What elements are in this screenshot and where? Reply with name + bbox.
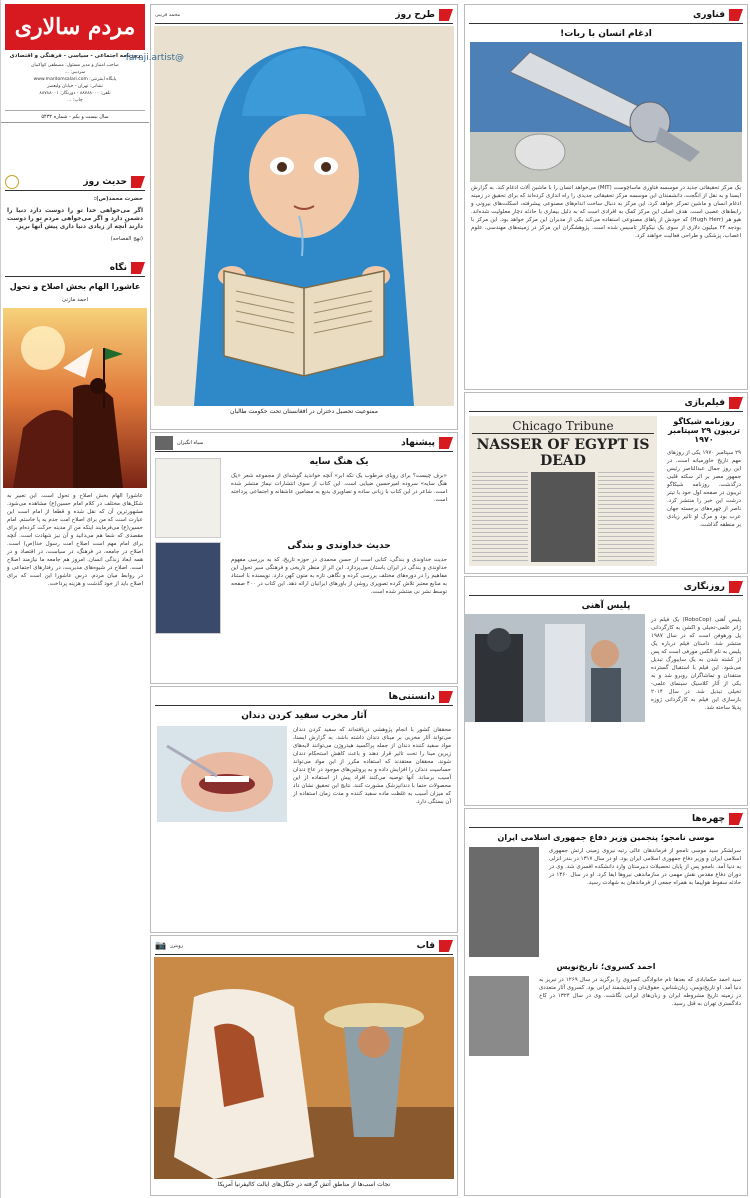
negah-section	[1, 258, 149, 590]
pishnahad-author: سیاه انگیزان	[177, 440, 204, 446]
masthead-info-line: چاپ: ...	[67, 98, 83, 103]
tribune-headline: NASSER OF EGYPT IS DEAD	[476, 437, 650, 469]
section-marker-icon	[439, 940, 453, 952]
book1-title: یک هنگ سایه	[309, 457, 369, 467]
fanavari-title: ادغام انسان با ربات!	[560, 29, 652, 39]
section-marker-icon	[729, 9, 743, 21]
qab-credit: رویترز	[170, 943, 184, 949]
horse-rescue-photo	[154, 957, 454, 1179]
fanavari-section-title: فناوری	[693, 10, 725, 20]
hadith-section	[1, 172, 149, 245]
tarhruz-caption: ممنوعیت تحصیل دختران در افغانستان تحت حکومت طالبان	[230, 408, 378, 415]
namjoo-portrait	[469, 847, 539, 957]
pishnahad-header	[155, 435, 453, 452]
section-marker-icon	[131, 262, 145, 274]
danestani-section	[150, 686, 458, 933]
section-marker-icon	[439, 691, 453, 703]
hadith-text: اگر می‌خواهی خدا تو را دوست دارد دنیا را دشمن دارد و اگر می‌خواهی مردم تو را دوست دارند آنچه از زیادی دنیا داری پیش آنها بریز.	[7, 207, 143, 230]
masthead-info-line: پایگاه اینترنتی: www.mardomsalari.com	[33, 77, 117, 82]
section-marker-icon	[729, 813, 743, 825]
section-marker-icon	[729, 581, 743, 593]
danestani-title: آثار مخرب سفید کردن دندان	[241, 711, 367, 721]
filmbazi-section	[464, 392, 748, 574]
masthead-brand: مردم سالاری	[14, 14, 136, 40]
hadith-section-title: حدیث روز	[83, 177, 127, 187]
masthead-info-line: نشانی: تهران - خیابان ولیعصر	[47, 84, 103, 89]
book2-body: حدیث خداوندی و بندگی، کتابی است از حسن محمدی در حوزه تاریخ، که به بررسی مفهوم خداوندی و بندگی در ایران باستان می‌پردازد. این اثر از منظر تاریخی و فرهنگی سیر تحول این مفاهیم را در دوره‌های مختلف بررسی کرده و نگاهی تازه به متون کهن دارد. نویسنده با استناد به منابع معتبر تلاش کرده تصویری روشن از باورهای ایرانیان ارائه دهد. این کتاب در ۴۰۰ صفحه توسط نشر نی منتشر شده است.	[231, 557, 448, 595]
qab-caption: نجات اسب‌ها از مناطق آتش گرفته در جنگل‌های ایالت کالیفرنیا آمریکا	[217, 1181, 391, 1188]
negah-body: عاشورا الهام بخش اصلاح و تحول است. این تعبیر به شکل‌های مختلف در کلام امام حسین(ع) مشاهده می‌شود. مشهورترین آن که نقل شده و قطعا از امام است این عبارت است که من برای اصلاح امت جدم به پا خاستم. امام حسین(ع) می‌فرمایند اینکه من از مدینه حرکت کرده‌ام برای مقصدی که شما هم می‌دانید و آن نیز شهادت است. آنچه برای امام مهم است اصلاح امت رسول خدا(ص) است. اصلاح در جامعه، در فرهنگ، در سیاست، در اقتصاد و در همه ابعاد زندگی انسان. امروز هم جامعه ما نیازمند اصلاح است. اصلاح در شیوه‌های مدیریت، در رفتارهای اجتماعی و در روابط میان مردم. درس عاشورا این است که برای اصلاح باید از خود گذشت و هزینه پرداخت.	[7, 493, 143, 587]
tribune-masthead: Chicago Tribune	[472, 419, 654, 434]
hadith-speaker: حضرت محمد(ص):	[93, 196, 143, 202]
tarhruz-section-title: طرح روز	[395, 10, 435, 20]
chehreha-body2: سید احمد حکمابادی که بعدها نام خانوادگی کسروی را برگزید در سال ۱۲۶۹ در تبریز به دنیا آمد. او تاریخ‌نویس، زبان‌شناس، حقوق‌دان و اندیشمند ایرانی بود. کسروی آثار متعددی در زمینه تاریخ مشروطه ایران و زبان‌های ایرانی نگاشت. وی در سال ۱۳۲۴ در کاخ دادگستری تهران به قتل رسید.	[539, 977, 741, 1007]
pishnahad-section	[150, 432, 458, 684]
section-marker-icon	[131, 176, 145, 188]
chehreha-title1: موسی نامجو؛ پنجمین وزیر دفاع جمهوری اسلامی ایران	[497, 833, 715, 842]
author-avatar	[155, 436, 173, 450]
watermark-text: @faraji.artist	[125, 53, 184, 63]
masthead-info-line: سردبیر: ...	[64, 70, 86, 75]
qab-section-title: قاب	[416, 941, 435, 951]
hadith-source: (نهج الفصاحه)	[110, 236, 143, 242]
fanavari-section	[464, 4, 748, 390]
robot-hand-photo	[470, 42, 742, 182]
danestani-header	[155, 689, 453, 706]
tarhruz-header	[155, 7, 453, 24]
tribune-clipping	[469, 416, 657, 566]
hadith-emblem-icon	[5, 175, 19, 189]
filmbazi-title: روزنامه شیکاگو تریبون ۲۹ سپتامبر ۱۹۷۰	[667, 417, 741, 444]
masthead-info	[5, 62, 145, 104]
nasser-photo	[531, 472, 595, 562]
masthead-info-line: تلفن: ۸۸۷۸۸۰۰۰ - دورنگار: ۸۸۷۸۸۰۰۱	[39, 91, 111, 96]
section-marker-icon	[439, 9, 453, 21]
roozmarregi-header	[469, 579, 743, 596]
filmbazi-body: ۲۹ سپتامبر ۱۹۷۰ یکی از روزهای مهم تاریخ خاورمیانه است. در این روز جمال عبدالناصر رئیس جمهور مصر بر اثر سکته قلبی درگذشت. روزنامه شیکاگو تریبون در صفحه اول خود با تیتر درشت این خبر را منتشر کرد. ناصر از چهره‌های برجسته جهان عرب بود و مرگ او تاثیر زیادی بر منطقه گذاشت.	[667, 450, 741, 528]
roozmarregi-body: پلیس آهنی (RoboCop) یک فیلم در ژانر علمی-تخیلی و اکشن به کارگردانی پل ورهوفن است که در سال ۱۹۸۷ منتشر شد. داستان فیلم درباره یک پلیس به نام الکس مورفی است که پس از کشته شدن به یک سایبورگ تبدیل می‌شود. این فیلم با استقبال گسترده منتقدان و تماشاگران روبرو شد و به یکی از آثار کلاسیک سینمای علمی-تخیلی تبدیل شد. در سال ۲۰۱۴ بازسازی این فیلم به کارگردانی ژوزه پدیلا ساخته شد.	[651, 617, 741, 711]
left-column	[0, 0, 149, 1198]
roozmarregi-section-title: روزنگاری	[683, 582, 725, 592]
book2-title: حدیث خداوندی و بندگی	[287, 541, 391, 551]
chehreha-section-title: چهره‌ها	[692, 814, 725, 824]
chehreha-header	[469, 811, 743, 828]
camera-icon: 📷	[155, 941, 167, 951]
masthead-info-line: صاحب امتیاز و مدیر مسئول: مصطفی کواکبیان	[31, 63, 119, 68]
tarhruz-artist: محمد قریبی	[155, 12, 181, 18]
dental-photo	[157, 726, 287, 822]
kasravi-portrait	[469, 976, 529, 1056]
fanavari-header	[469, 7, 743, 24]
chehreha-section	[464, 808, 748, 1196]
filmbazi-section-title: فیلم‌بازی	[684, 398, 725, 408]
hadith-header	[5, 174, 145, 191]
qab-section	[150, 935, 458, 1196]
section-marker-icon	[729, 397, 743, 409]
danestani-section-title: دانستنی‌ها	[388, 692, 435, 702]
masthead-date: سال بیست و یکم - شماره ۵۴۳۲	[5, 110, 145, 120]
roozmarregi-title: پلیس آهنی	[581, 601, 631, 611]
negah-section-title: نگاه	[109, 263, 127, 273]
book1-body: «برف چیست؟ برای رویای مرطوب یک تکه ابر» آنچه خواندید گوشه‌ای از مجموعه شعر «یک هنگ سایه» سروده امیرحسین ضیایی است. این کتاب از سوی انتشارات نیماژ منتشر شده است. شاعر در این کتاب با زبانی ساده و تصاویری بدیع به مضامین عاشقانه و اجتماعی پرداخته است.	[231, 473, 447, 503]
fanavari-body: یک مرکز تحقیقاتی جدید در موسسه فناوری ماساچوست (MIT) می‌خواهد انسان را با ماشین آلات ادغام کند. به گزارش ایسنا و به نقل از انگجت، دانشمندان این موسسه مرکز تحقیقاتی جدیدی را راه اندازی کرده‌اند که برای تحقیق در زمینه ادغام انسان و ماشین تمرکز خواهد کرد. این مرکز به دنبال ساخت اندام‌های مصنوعی پیشرفته، اسکلت‌های بیرونی و رابط‌های عصبی است. هدف اصلی این مرکز کمک به افرادی است که به دلیل بیماری یا حادثه دچار معلولیت شده‌اند. هیو هر (Hugh Herr) که خودش از پاهای مصنوعی استفاده می‌کند یکی از مدیران این مرکز خواهد بود. این مرکز با بودجه ۲۴ میلیون دلاری از سوی یک نیکوکار تاسیس شده است. پژوهشگران این مرکز در زمینه‌های مهندسی، علوم اعصاب، پزشکی و طراحی فعالیت خواهند کرد.	[471, 185, 742, 239]
danestani-body: محققان کشور با انجام پژوهشی دریافته‌اند که سفید کردن دندان می‌تواند آثار مخربی بر مینای دندان داشته باشد. به گزارش ایسنا، مواد سفید کننده دندان از جمله پراکسید هیدروژن می‌توانند لایه‌های زیرین مینا را تحت تاثیر قرار دهند و باعث کاهش استحکام دندان شوند. محققان معتقدند که استفاده مکرر از این مواد می‌تواند حساسیت دندان را افزایش داده و به پروتئین‌های موجود در عاج دندان آسیب برساند. آنها توصیه می‌کنند افراد پیش از استفاده از این محصولات حتما با دندانپزشک مشورت کنند. نتایج این تحقیق نشان داد که میزان آسیب به غلظت ماده سفید کننده و مدت زمان استفاده از آن بستگی دارد.	[293, 727, 451, 805]
section-marker-icon	[439, 437, 453, 449]
negah-title: عاشورا الهام بخش اصلاح و تحول	[9, 282, 141, 291]
book1-cover	[155, 458, 221, 538]
robocop-still	[465, 614, 645, 722]
chehreha-body1: سرلشکر سید موسی نامجو از فرماندهان عالی رتبه نیروی زمینی ارتش جمهوری اسلامی ایران و وزیر دفاع جمهوری اسلامی ایران بود. او در سال ۱۳۱۷ در بندر انزلی به دنیا آمد. نامجو پس از پایان تحصیلات دبیرستان وارد دانشکده افسری شد. وی در دوران دفاع مقدس نقش مهمی در سازماندهی نیروها ایفا کرد. او در سال ۱۳۶۰ در حادثه سقوط هواپیما به همراه جمعی از فرماندهان به شهادت رسید.	[549, 848, 742, 886]
masthead-subtitle: روزنامه اجتماعی - سیاسی - فرهنگی و اقتصادی	[9, 53, 141, 59]
negah-header	[5, 260, 145, 277]
ashura-illustration	[3, 308, 147, 488]
roozmarregi-section	[464, 576, 748, 806]
pishnahad-section-title: پیشنهاد	[401, 438, 435, 448]
negah-author: احمد مازنی	[61, 297, 89, 303]
book2-cover	[155, 542, 221, 634]
chehreha-title2: احمد کسروی؛ تاریخ‌نویس	[556, 962, 656, 971]
filmbazi-header	[469, 395, 743, 412]
qab-header	[155, 938, 453, 955]
